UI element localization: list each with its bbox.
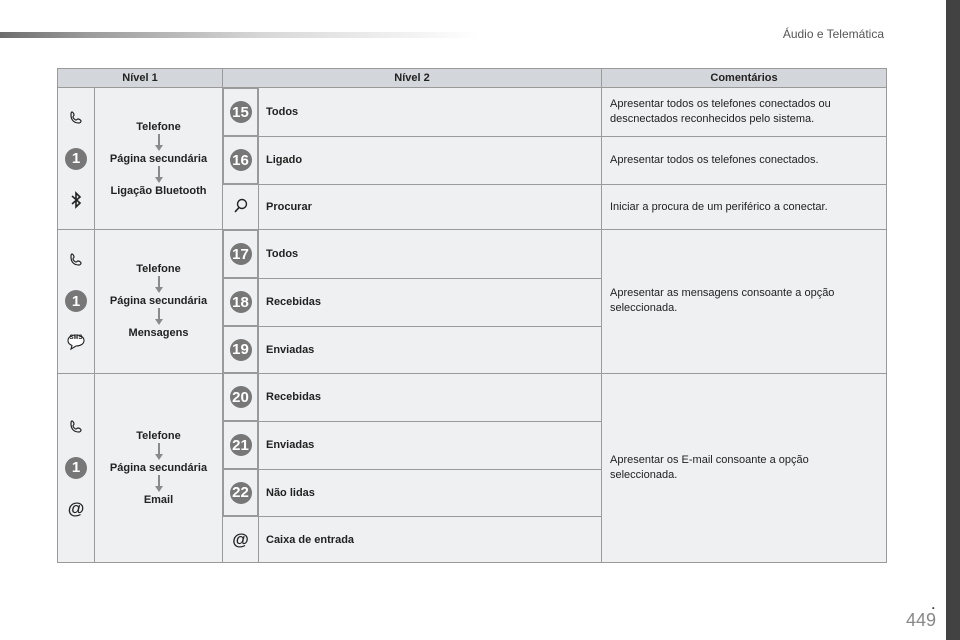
phone-icon (64, 106, 88, 130)
level1-chain (95, 230, 223, 374)
menu-table (57, 68, 887, 563)
chain-step: Ligação Bluetooth (110, 184, 207, 197)
chain-step: Email (143, 493, 174, 506)
header-comments: Comentários (602, 69, 887, 88)
chain-step: Telefone (136, 263, 181, 276)
comment-cell: Iniciar a procura de um periférico a conectar. (602, 185, 887, 230)
arrow-down-icon (154, 166, 164, 184)
table-row (58, 373, 887, 421)
comment-cell: Apresentar todos os telefones conectados ou descnectados reconhecidos pelo sistema. (602, 88, 887, 137)
chain-step: Telefone (136, 429, 181, 442)
table-row (58, 88, 887, 137)
header-bar (0, 32, 480, 38)
option-label: Caixa de entrada (259, 517, 602, 563)
chain-step: Página secundária (109, 295, 208, 308)
level1-icons-cell (58, 230, 95, 374)
option-label: Todos (259, 88, 602, 137)
option-label: Enviadas (259, 326, 602, 373)
footer-marker: . (931, 598, 935, 612)
chain-step: Telefone (136, 120, 181, 133)
option-label: Todos (259, 230, 602, 279)
level1-badge: 1 (65, 290, 87, 312)
option-label: Ligado (259, 136, 602, 185)
bluetooth-icon (64, 188, 88, 212)
chain-step: Página secundária (109, 461, 208, 474)
level1-badge: 1 (65, 457, 87, 479)
page-edge-strip (946, 0, 960, 640)
option-label: Procurar (259, 185, 602, 230)
arrow-down-icon (154, 308, 164, 326)
comment-cell: Apresentar todos os telefones conectados. (602, 136, 887, 185)
option-label: Recebidas (259, 278, 602, 326)
level1-chain (95, 88, 223, 230)
option-badge: 22 (230, 482, 252, 504)
table-row (58, 230, 887, 279)
arrow-down-icon (154, 443, 164, 461)
chain-step: Mensagens (128, 327, 189, 340)
level1-badge: 1 (65, 148, 87, 170)
comment-cell: Apresentar os E-mail consoante a opção seleccionada. (602, 373, 887, 563)
arrow-down-icon (154, 276, 164, 294)
arrow-down-icon (154, 134, 164, 152)
option-badge: 16 (230, 149, 252, 171)
option-badge: 17 (230, 243, 252, 265)
search-icon (233, 205, 249, 217)
phone-icon (64, 248, 88, 272)
chain-step: Página secundária (109, 152, 208, 165)
option-label: Enviadas (259, 421, 602, 469)
header-level1: Nível 1 (58, 69, 223, 88)
email-at-icon: @ (67, 498, 85, 518)
phone-icon (64, 415, 88, 439)
page-number: 449 (905, 610, 936, 630)
table-header-row (58, 69, 887, 88)
level1-icons-cell (58, 88, 95, 230)
comment-cell: Apresentar as mensagens consoante a opção seleccionada. (602, 230, 887, 374)
sms-icon (64, 330, 88, 354)
option-badge: 19 (230, 339, 252, 361)
option-label: Recebidas (259, 373, 602, 421)
section-title: Áudio e Telemática (782, 27, 884, 41)
level1-chain (95, 373, 223, 563)
level1-icons-cell (58, 373, 95, 563)
inbox-at-icon: @ (223, 517, 259, 563)
option-badge: 15 (230, 101, 252, 123)
option-badge: 18 (230, 291, 252, 313)
sms-label: SMS (69, 335, 83, 342)
header-level2: Nível 2 (223, 69, 602, 88)
option-label: Não lidas (259, 469, 602, 517)
arrow-down-icon (154, 475, 164, 493)
option-badge: 21 (230, 434, 252, 456)
option-badge: 20 (230, 386, 252, 408)
